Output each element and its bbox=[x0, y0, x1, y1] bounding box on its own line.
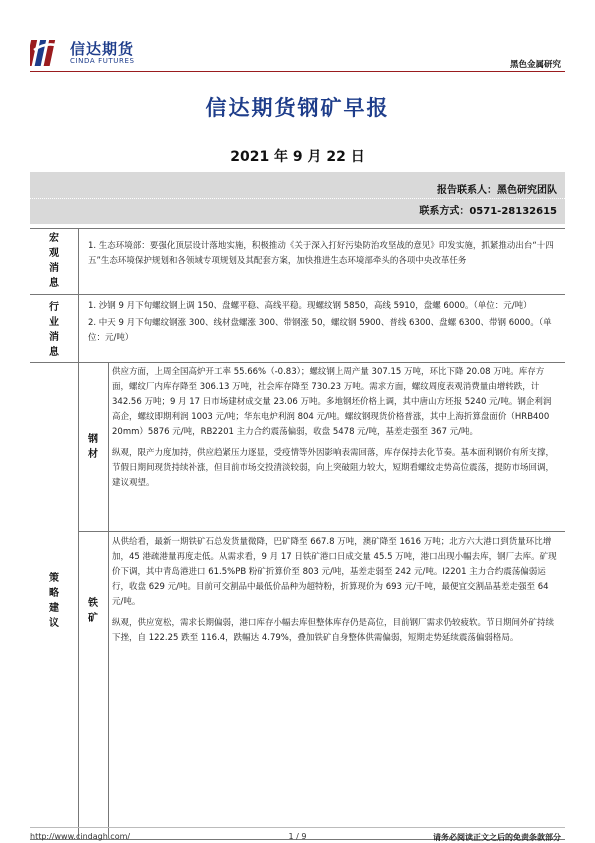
report-table bbox=[30, 228, 565, 828]
steel-label-2: 材 bbox=[88, 449, 98, 460]
steel-label-1: 钢 bbox=[88, 434, 98, 445]
industry-item-1: 1. 沙钢 9 月下旬螺纹钢上调 150、盘螺平稳、高线平稳。现螺纹钢 5850，高线 5910，盘螺 6000。（单位：元/吨） bbox=[88, 301, 532, 311]
strategy-label-1: 策 bbox=[49, 573, 59, 584]
strategy-label-3: 建 bbox=[49, 603, 59, 614]
macro-label-4: 息 bbox=[49, 278, 59, 289]
macro-row bbox=[30, 228, 565, 291]
macro-text: 1. 生态环境部：要强化顶层设计落地实施，积极推动《关于深入打好污染防治攻坚战的意见》印发实施，抓紧推动出台“十四五”生态环境保护规划和各领域专项规划及其配套方案，加快推进生态环境部牵头的各项中央改革任务 bbox=[88, 241, 554, 266]
company-logo bbox=[30, 36, 160, 70]
steel-header bbox=[78, 363, 108, 531]
logo-text-en: CINDA FUTURES bbox=[70, 57, 135, 65]
macro-label-1: 宏 bbox=[49, 233, 59, 244]
industry-content bbox=[88, 299, 559, 346]
contact-method: 联系方式：0571-28132615 bbox=[419, 206, 557, 217]
research-category: 黑色金属研究 bbox=[509, 60, 561, 70]
strategy-label-4: 议 bbox=[49, 618, 59, 629]
steel-paragraph-1: 供应方面，上周全国高炉开工率 55.66%（-0.83）；螺纹钢上周产量 307.15 万吨，环比下降 20.08 万吨。库存方面，螺纹厂内库存降至 306.13 万吨，社会库存降至 730.23 万吨。需求方面，螺纹周度表观消费量由增转跌，计 342.56 万吨；9 月 17 日市场建材成交量 23.06 万吨。多地钢坯价格上调，其中唐山方坯报 5240 元/吨。钢企利润高企，螺纹即期利润 1003 元/吨；华东电炉利润 804 元/吨。螺纹钢现货价格普涨，其中上海折算盘面价（HRB400 20mm）5876 元/吨，RB2201 主力合约震荡偏弱，收盘 5478 元/吨，基差走强至 367 元/吨。 bbox=[112, 367, 552, 437]
ore-label-1: 铁 bbox=[88, 598, 98, 609]
industry-header bbox=[30, 297, 78, 363]
steel-paragraph-2: 纵观，限产力度加持，供应趋紧压力逐显，受疫情等外因影响表需回落，库存保持去化节奏。基本面利钢价有所支撑，节假日期间现货持续补涨，但目前市场交投清淡较弱，向上突破阻力较大，短期看螺纹走势高位震荡，提防市场回调，建议观望。 bbox=[112, 448, 555, 488]
contact-person: 报告联系人：黑色研究团队 bbox=[437, 185, 557, 196]
cinda-logo-icon bbox=[30, 36, 66, 68]
macro-header bbox=[30, 233, 78, 289]
macro-label-3: 消 bbox=[49, 263, 59, 274]
industry-item-2: 2. 中天 9 月下旬螺纹钢涨 300、线材盘螺涨 300、带钢涨 50，螺纹钢 5900、普线 6300、盘螺 6300、带钢 6000。（单位：元/吨） bbox=[88, 318, 552, 343]
header-divider bbox=[30, 71, 565, 72]
strategy-header bbox=[30, 363, 78, 839]
industry-label-4: 息 bbox=[49, 347, 59, 358]
footer-disclaimer: 请务必阅读正文之后的免责条款部分 bbox=[433, 833, 561, 842]
ore-paragraph-1: 从供给看，最新一期铁矿石总发货量微降，巴矿降至 667.8 万吨，澳矿降至 1616 万吨；北方六大港口到货量环比增加，45 港疏港量再度走低。从需求看，9 月 17 日铁矿港口日成交量 45.5 万吨，港口出现小幅去库，钢厂去库。矿现价下调，其中青岛港进口 61.5%PB 粉矿折算价至 803 元/吨，基差走弱至 242 元/吨。I2201 主力合约震荡偏弱运行，收盘 629 元/吨。目前可交割品中最低价品种为超特粉，折算现价为 693 元/千吨，最便宜交割品基差走强至 64 元/吨。 bbox=[112, 537, 557, 607]
industry-label-2: 业 bbox=[49, 317, 59, 328]
page-number: 1 / 9 bbox=[288, 832, 307, 841]
macro-label-2: 观 bbox=[49, 248, 59, 259]
ore-header bbox=[78, 531, 108, 691]
ore-paragraph-2: 纵观，供应宽松，需求长期偏弱，港口库存小幅去库但整体库存仍是高位，目前钢厂需求仍较疲软。节日期间外矿持续下挫，自 122.25 跌至 116.4，跌幅达 4.79%，叠加铁矿自身整体供需偏弱，短期走势延续震荡偏弱格局。 bbox=[112, 618, 555, 643]
industry-label-3: 消 bbox=[49, 332, 59, 343]
contact-box bbox=[30, 172, 565, 224]
logo-text-cn: 信达期货 bbox=[70, 40, 135, 58]
report-date: 2021 年 9 月 22 日 bbox=[230, 149, 365, 165]
strategy-row bbox=[30, 362, 565, 840]
ore-label-2: 矿 bbox=[88, 613, 98, 624]
strategy-label-2: 略 bbox=[49, 588, 59, 599]
contact-divider bbox=[30, 198, 565, 199]
footer-url[interactable]: http://www.cindagh.com/ bbox=[30, 832, 131, 841]
steel-content bbox=[112, 365, 559, 491]
report-title: 信达期货钢矿早报 bbox=[205, 96, 390, 120]
column-divider bbox=[78, 228, 79, 838]
macro-content bbox=[88, 239, 559, 269]
footer-divider bbox=[30, 827, 565, 828]
industry-label-1: 行 bbox=[49, 302, 59, 313]
sub-column-divider bbox=[108, 362, 109, 838]
industry-row bbox=[30, 294, 565, 365]
ore-content bbox=[112, 535, 559, 646]
strategy-sub-divider bbox=[78, 531, 565, 532]
